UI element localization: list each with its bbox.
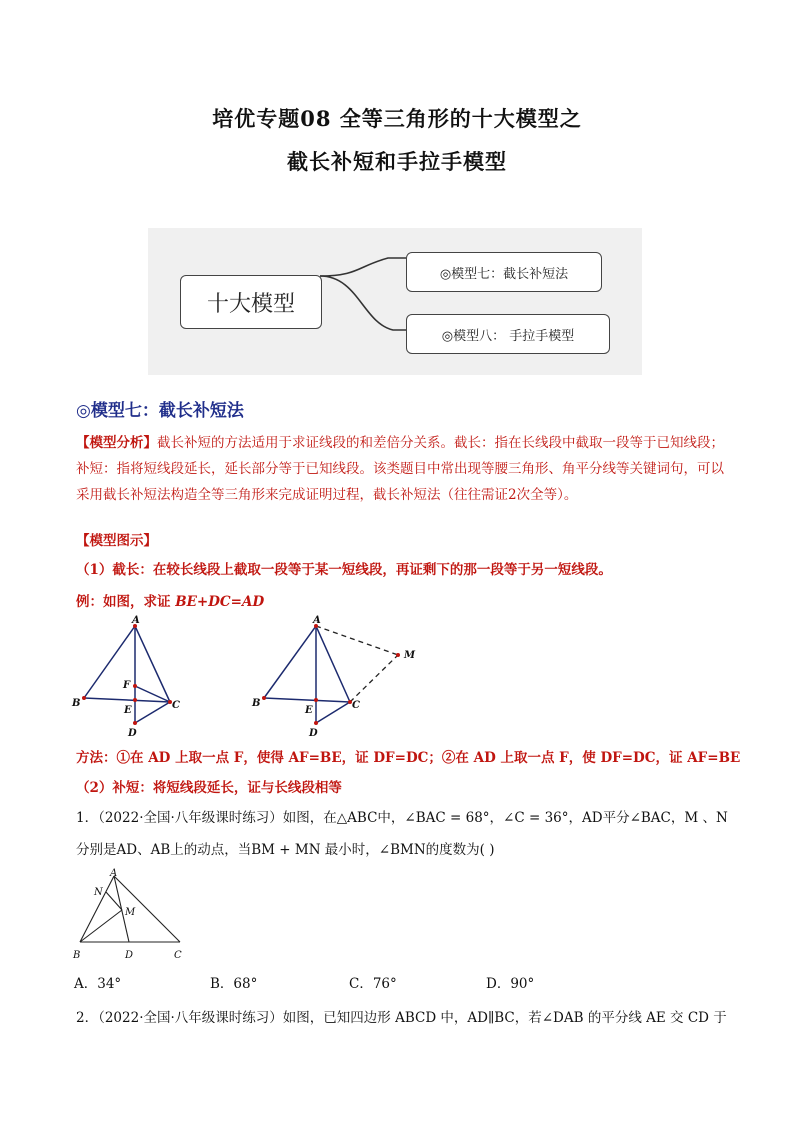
q1-label-a: A: [110, 868, 118, 879]
fig1-label-b: B: [72, 698, 81, 709]
figure-1-diagram: [68, 614, 198, 740]
fig1-label-d: D: [128, 728, 137, 739]
question-1-diagram: [70, 868, 190, 964]
fig2-label-a: A: [313, 615, 321, 626]
fig1-label-a: A: [132, 615, 140, 626]
mindmap-diagram: [148, 228, 642, 375]
question-1-line-2: 分别是AD、AB上的动点，当BM + MN 最小时，∠BMN的度数为( ): [76, 842, 495, 858]
q1-label-c: C: [174, 950, 182, 961]
step-1-text: （1）截长：在较长线段上截取一段等于某一短线段，再证剩下的那一段等于另一短线段。: [76, 562, 612, 578]
example-line: [76, 590, 264, 610]
figure-2-diagram: [248, 614, 418, 740]
q1-option-d[interactable]: D．90°: [486, 976, 535, 992]
fig2-label-c: C: [352, 700, 360, 711]
figure-tag: 【模型图示】: [76, 533, 157, 549]
q1-label-m: M: [125, 907, 136, 918]
mindmap-branch-model-8: ◎模型八： 手拉手模型: [406, 314, 610, 354]
analysis-paragraph: [76, 430, 736, 508]
method-text: 方法：①在 AD 上取一点 F，使得 AF=BE，证 DF=DC；②在 AD 上取一点 F，使 DF=DC，证 AF=BE: [76, 750, 741, 766]
q1-label-d: D: [125, 950, 134, 961]
section-heading: ◎模型七：截长补短法: [76, 401, 244, 421]
fig1-label-f: F: [123, 680, 131, 691]
example-formula: BE+DC=AD: [175, 594, 265, 610]
fig2-label-e: E: [305, 705, 313, 716]
fig1-label-e: E: [124, 705, 132, 716]
title-line-2: 截长补短和手拉手模型: [287, 149, 507, 174]
q1-option-b[interactable]: B．68°: [210, 976, 258, 992]
fig1-label-c: C: [172, 700, 180, 711]
q1-label-n: N: [94, 887, 103, 898]
q1-option-a[interactable]: A．34°: [74, 976, 122, 992]
analysis-tag: 【模型分析】: [76, 435, 157, 451]
fig2-label-m: M: [404, 650, 416, 661]
q1-option-c[interactable]: C．76°: [349, 976, 397, 992]
q1-label-b: B: [73, 950, 81, 961]
title-line-1: 培优专题08 全等三角形的十大模型之: [212, 106, 582, 131]
example-prefix: 例：如图，求证: [76, 594, 176, 610]
fig2-label-b: B: [252, 698, 261, 709]
fig2-label-d: D: [309, 728, 318, 739]
analysis-text: 截长补短的方法适用于求证线段的和差倍分关系。截长：指在长线段中截取一段等于已知线段；补短：指将短线段延长，延长部分等于已知线段。该类题目中常出现等腰三角形、角平分线等关键词句，可以采用截长补短法构造全等三角形来完成证明过程，截长补短法（往往需证2次全等）。: [76, 435, 724, 503]
mindmap-branch-model-7: ◎模型七：截长补短法: [406, 252, 602, 292]
question-1-line-1: 1．（2022·全国·八年级课时练习）如图，在△ABC中，∠BAC = 68°，∠C = 36°，AD平分∠BAC，M 、N: [76, 810, 728, 826]
mindmap-root: 十大模型: [180, 275, 322, 329]
step-2-text: （2）补短：将短线段延长，证与长线段相等: [76, 780, 342, 796]
question-2-line-1: 2．（2022·全国·八年级课时练习）如图，已知四边形 ABCD 中，AD∥BC，若∠DAB 的平分线 AE 交 CD 于: [76, 1010, 727, 1026]
